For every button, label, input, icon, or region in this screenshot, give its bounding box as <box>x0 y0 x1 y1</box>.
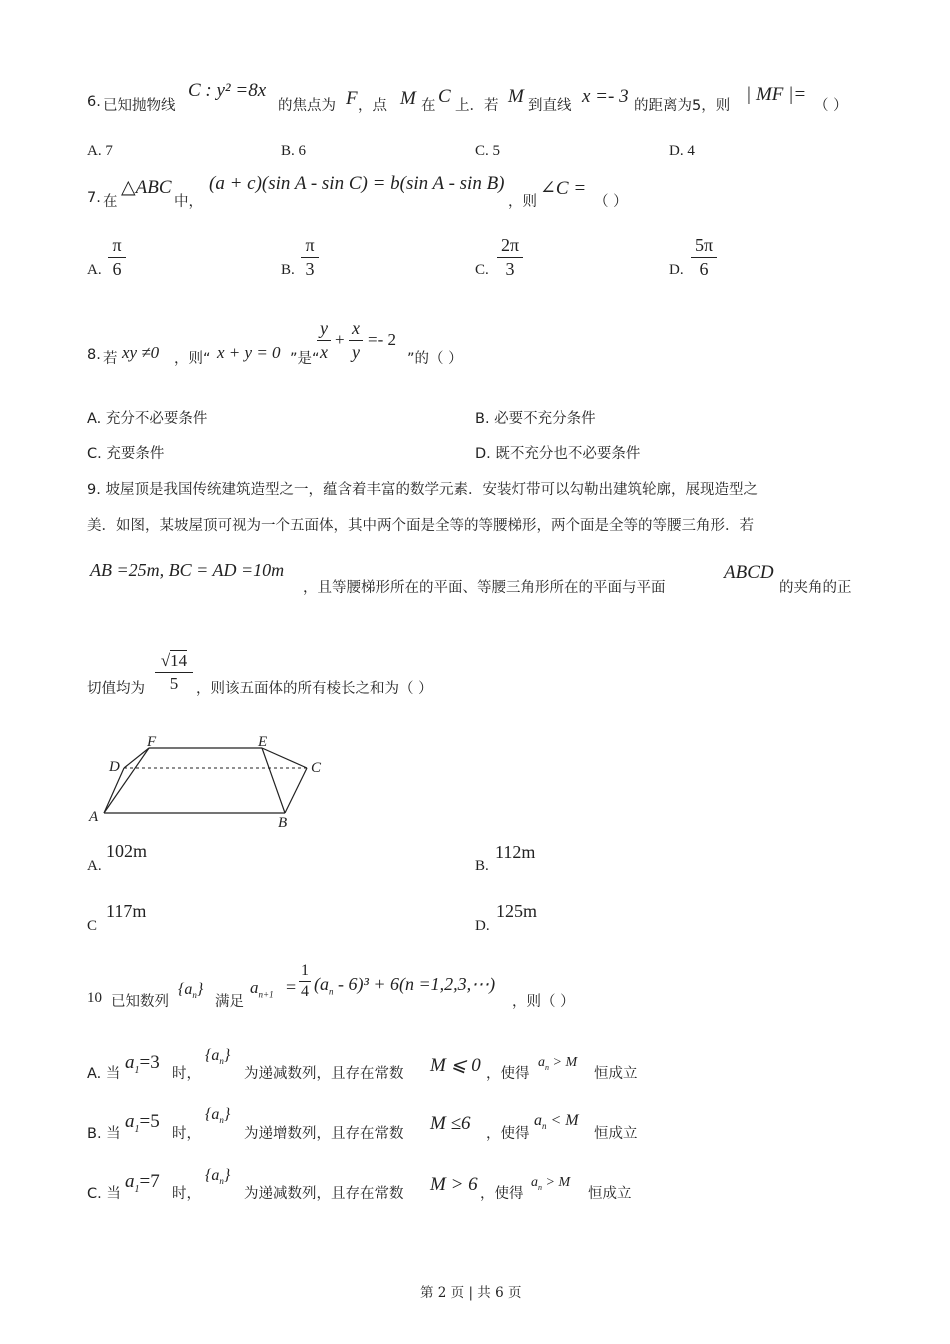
q6-text-2: 的焦点为 <box>278 98 336 114</box>
q10-equals: = <box>286 977 297 997</box>
q9-tangent-value <box>155 651 193 694</box>
q10-seq-sub: n <box>192 990 197 1001</box>
q8-xy: xy ≠0 <box>122 343 160 362</box>
q10-a-label: A. 当 <box>87 1066 121 1082</box>
q10-b-a1 <box>125 1111 160 1135</box>
q10-seq-a: a <box>184 981 193 998</box>
q10-c-seq-a: a <box>211 1167 220 1184</box>
q10-b-an <box>534 1112 579 1131</box>
q10-c-seq-sub: n <box>219 1176 224 1187</box>
q7-c-num: 2π <box>500 235 520 255</box>
q7-d-den: 6 <box>699 259 709 279</box>
q8-frac2-den: y <box>352 342 360 362</box>
q7-d-bar <box>691 257 717 258</box>
q10-b-text-1: 时， <box>172 1126 201 1142</box>
q10-lhs <box>250 978 274 999</box>
q10-c-text-1: 时， <box>172 1186 201 1202</box>
q10-c-a1-sub: 1 <box>134 1183 140 1195</box>
vertex-b: B <box>278 815 288 828</box>
q8-text-3: ”是“ <box>290 351 320 367</box>
q6-curve-c: C <box>438 86 451 107</box>
q6-option-b: B. 6 <box>281 143 307 159</box>
q9-label-b: B. <box>475 858 489 874</box>
q10-b-a1-sub: 1 <box>134 1123 140 1135</box>
q10-c-text-2: 为递减数列，且存在常数 <box>244 1186 404 1202</box>
q10-a-cond: M ⩽ 0 <box>430 1055 481 1076</box>
q6-text-3: ，点 <box>358 98 387 114</box>
q8-frac-y-over-x <box>317 318 331 363</box>
q6-point-m: M <box>400 88 416 109</box>
q7-b-num: π <box>305 235 315 255</box>
q7-angle: ∠C = <box>540 178 587 199</box>
vertex-d: D <box>109 759 120 775</box>
q10-a-a1-sub: 1 <box>134 1064 140 1076</box>
q10-body: (a <box>314 974 329 994</box>
q10-c-an-sub: n <box>538 1182 542 1192</box>
q6-option-c: C. 5 <box>475 143 501 159</box>
q7-a-bar <box>108 257 126 258</box>
edge-ce <box>262 748 307 768</box>
q10-text-2: 满足 <box>215 994 244 1010</box>
q6-text-6: 到直线 <box>528 98 572 114</box>
q10-c-a1 <box>125 1171 160 1195</box>
q7-text-3: ，则 <box>508 194 537 210</box>
q10-lhs-a: a <box>250 978 259 997</box>
q8-plus: + <box>335 330 345 349</box>
q10-b-a1-base: a <box>125 1111 135 1132</box>
q10-b-label: B. 当 <box>87 1126 121 1142</box>
q9-frac-bar <box>155 672 193 673</box>
q9-frac-num: √14 <box>160 651 188 670</box>
q10-c-cond: M > 6 <box>430 1174 478 1195</box>
q10-a-seq-a: a <box>211 1047 220 1064</box>
edge-af <box>104 748 149 813</box>
q10-b-text-3: ，使得 <box>486 1126 530 1142</box>
q6-point-m2: M <box>508 86 524 107</box>
q9-label-d: D. <box>475 918 490 934</box>
q10-b-seq: $\{a_n\}$ <box>205 1106 231 1126</box>
q10-text-1: 已知数列 <box>111 994 169 1010</box>
q9-text-3: ，且等腰梯形所在的平面、等腰三角形所在的平面与平面 <box>303 580 666 596</box>
vertex-f: F <box>147 734 157 750</box>
q7-c-bar <box>497 257 523 258</box>
q7-c-den: 3 <box>505 259 515 279</box>
q7-equation: (a + c)(sin A - sin C) = b(sin A - sin B) <box>209 173 505 194</box>
q8-frac1-bar <box>317 340 331 341</box>
q9-text-6: ，则该五面体的所有棱长之和为（ ） <box>196 681 433 697</box>
q10-c-rel: > M <box>545 1175 571 1190</box>
q10-quarter-bar <box>299 981 311 982</box>
q7-a-num: π <box>112 235 122 255</box>
vertex-a: A <box>89 809 99 825</box>
q10-b-text-4: 恒成立 <box>594 1126 638 1142</box>
q6-paren: （ ） <box>814 98 848 114</box>
q9-plane-abcd: ABCD <box>724 562 774 583</box>
q7-label-c: C. <box>475 262 489 278</box>
q7-option-d <box>691 235 717 280</box>
q7-b-bar <box>301 257 319 258</box>
q6-option-a: A. 7 <box>87 143 113 159</box>
q7-label-d: D. <box>669 262 684 278</box>
q10-lhs-sub: n+1 <box>258 989 274 1000</box>
q10-b-an-sub: n <box>542 1121 547 1132</box>
q6-parabola: C : y² =8x <box>188 80 267 101</box>
q7-paren: （ ） <box>594 194 628 210</box>
q8-frac2-num: x <box>352 318 360 338</box>
q10-c-seq: $\{a_n\}$ <box>205 1167 231 1187</box>
q10-text-3: ，则（ ） <box>512 994 575 1010</box>
q9-option-a: 102m <box>106 841 148 861</box>
q10-quarter-num: 1 <box>301 962 309 979</box>
q6-line: x =- 3 <box>582 86 629 107</box>
page-footer: 第 2 页 | 共 6 页 <box>420 1285 522 1301</box>
q9-line-1: 9. 坡屋顶是我国传统建筑造型之一，蕴含着丰富的数学元素．安装灯带可以勾勒出建筑轮廓，展现造型之 <box>87 482 758 498</box>
q9-sqrt-radicand: 14 <box>170 651 188 670</box>
q10-quarter <box>299 962 311 1001</box>
q10-c-label: C. 当 <box>87 1186 121 1202</box>
q7-label-a: A. <box>87 262 102 278</box>
q10-a-a1-val: =3 <box>139 1052 160 1073</box>
q8-option-b: B. 必要不充分条件 <box>475 411 596 427</box>
q10-c-text-4: 恒成立 <box>588 1186 632 1202</box>
q7-option-b <box>301 235 319 280</box>
q6-text-4: 在 <box>421 98 436 114</box>
q10-sequence: $\{a_n\}$ <box>178 981 204 1001</box>
q10-a-seq: $\{a_n\}$ <box>205 1047 231 1067</box>
q7-triangle: △ABC <box>121 177 172 198</box>
q10-a-an <box>538 1055 577 1072</box>
q10-a-a1 <box>125 1052 160 1076</box>
edge-df <box>124 748 149 768</box>
edge-bc <box>285 768 307 813</box>
q8-option-d: D. 既不充分也不必要条件 <box>475 446 641 462</box>
q9-option-c: 117m <box>106 901 147 921</box>
q6-text-1: 已知抛物线 <box>103 98 176 114</box>
q7-text-2: 中， <box>174 194 203 210</box>
q8-text-4: ”的（ ） <box>407 351 463 367</box>
q7-option-c <box>497 235 523 280</box>
q8-frac1-den: x <box>320 342 328 362</box>
q10-c-an-a: a <box>531 1175 538 1190</box>
q7-option-a <box>108 235 126 280</box>
q10-a-seq-sub: n <box>219 1056 224 1067</box>
q8-option-a: A. 充分不必要条件 <box>87 411 208 427</box>
q6-text-5: 上．若 <box>455 98 499 114</box>
vertex-c: C <box>311 760 322 776</box>
q8-rhs: =- 2 <box>368 330 396 349</box>
q8-frac1-num: y <box>320 318 328 338</box>
q8-frac-x-over-y <box>349 318 363 363</box>
q9-label-a: A. <box>87 858 102 874</box>
q10-c-a1-val: =7 <box>139 1171 160 1192</box>
q9-label-c: C <box>87 918 98 934</box>
q9-frac-den: 5 <box>169 674 179 693</box>
q7-number: 7. <box>87 190 101 206</box>
q8-number: 8. <box>87 347 101 363</box>
q10-b-seq-sub: n <box>219 1115 224 1126</box>
q8-frac2-bar <box>349 340 363 341</box>
q8-text-2: ，则“ <box>174 351 211 367</box>
q10-b-text-2: 为递增数列，且存在常数 <box>244 1126 404 1142</box>
vertex-e: E <box>258 734 268 750</box>
q6-number: 6. <box>87 94 101 110</box>
q7-d-num: 5π <box>694 235 714 255</box>
q7-label-b: B. <box>281 262 295 278</box>
q10-a-text-2: 为递减数列，且存在常数 <box>244 1066 404 1082</box>
q8-sum: x + y = 0 <box>217 343 281 362</box>
q8-text-1: 若 <box>103 351 118 367</box>
q7-a-den: 6 <box>112 259 122 279</box>
q10-a-an-a: a <box>538 1055 545 1070</box>
q9-option-b: 112m <box>495 842 536 862</box>
q10-recurrence <box>314 974 495 997</box>
q10-rest: - 6)³ + 6(n =1,2,3,⋯) <box>338 974 496 994</box>
q7-b-den: 3 <box>305 259 315 279</box>
q9-condition: AB =25m, BC = AD =10m <box>90 560 285 580</box>
q10-b-a1-val: =5 <box>139 1111 160 1132</box>
q10-number: 10 <box>87 990 102 1006</box>
q10-a-text-3: ，使得 <box>486 1066 530 1082</box>
q10-a-rel: > M <box>552 1055 578 1070</box>
q10-a-an-sub: n <box>545 1062 549 1072</box>
q9-line-2: 美．如图，某坡屋顶可视为一个五面体，其中两个面是全等的等腰梯形，两个面是全等的等腰三角形．若 <box>87 518 754 534</box>
q9-text-4: 的夹角的正 <box>779 580 852 596</box>
q10-b-seq-a: a <box>211 1106 220 1123</box>
q10-c-a1-base: a <box>125 1171 135 1192</box>
q9-option-d: 125m <box>496 901 538 921</box>
q6-option-d: D. 4 <box>669 143 695 159</box>
q10-a-text-4: 恒成立 <box>594 1066 638 1082</box>
q10-quarter-den: 4 <box>301 983 309 1000</box>
q9-pentahedron-figure <box>85 728 335 828</box>
q6-mf: | MF |= <box>746 84 807 105</box>
q6-text-7: 的距离为5，则 <box>634 98 731 114</box>
q10-b-an-a: a <box>534 1112 542 1129</box>
q8-option-c: C. 充要条件 <box>87 446 165 462</box>
q10-b-rel: < M <box>550 1112 579 1129</box>
q10-a-a1-base: a <box>125 1052 135 1073</box>
edge-be <box>262 748 285 813</box>
q7-text-1: 在 <box>103 194 118 210</box>
q10-a-text-1: 时， <box>172 1066 201 1082</box>
q10-b-cond: M ≤6 <box>430 1113 471 1134</box>
q6-focus: F <box>346 88 358 109</box>
q10-c-text-3: ，使得 <box>480 1186 524 1202</box>
q10-c-an <box>531 1175 570 1192</box>
q10-body-sub: n <box>329 986 334 997</box>
q9-text-5: 切值均为 <box>87 681 145 697</box>
